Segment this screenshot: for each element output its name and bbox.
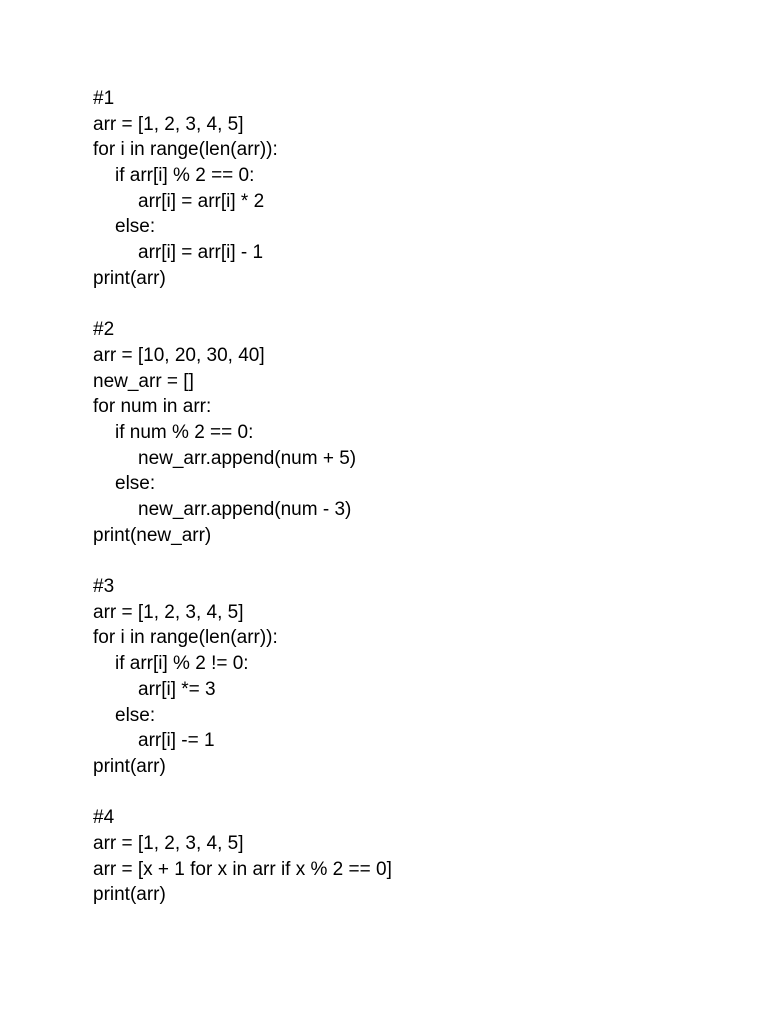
- code-line: print(arr): [93, 755, 166, 777]
- code-snippet-4: [93, 805, 392, 908]
- code-line: arr = [10, 20, 30, 40]: [93, 344, 265, 366]
- snippet-heading: #3: [93, 576, 115, 598]
- code-document: [93, 86, 392, 934]
- code-line: else:: [115, 216, 156, 238]
- code-snippet-2: [93, 317, 392, 548]
- code-line: arr = [1, 2, 3, 4, 5]: [93, 113, 244, 135]
- code-snippet-3: [93, 574, 392, 780]
- code-line: else:: [115, 473, 156, 495]
- code-line: arr = [x + 1 for x in arr if x % 2 == 0]: [93, 858, 392, 880]
- code-line: print(arr): [93, 884, 166, 906]
- code-line: print(arr): [93, 267, 166, 289]
- code-line: else:: [115, 704, 156, 726]
- code-line: if num % 2 == 0:: [115, 421, 254, 443]
- snippet-heading: #2: [93, 319, 115, 341]
- code-line: arr[i] = arr[i] * 2: [138, 190, 265, 212]
- code-line: arr[i] = arr[i] - 1: [138, 242, 264, 264]
- code-line: if arr[i] % 2 == 0:: [115, 165, 255, 187]
- code-line: for i in range(len(arr)):: [93, 627, 278, 649]
- code-line: for num in arr:: [93, 396, 212, 418]
- code-line: arr = [1, 2, 3, 4, 5]: [93, 601, 244, 623]
- code-line: new_arr.append(num + 5): [138, 447, 357, 469]
- code-line: for i in range(len(arr)):: [93, 139, 278, 161]
- code-line: arr[i] *= 3: [138, 678, 216, 700]
- code-line: if arr[i] % 2 != 0:: [115, 653, 249, 675]
- snippet-heading: #1: [93, 88, 115, 109]
- code-line: new_arr = []: [93, 370, 194, 392]
- code-line: arr = [1, 2, 3, 4, 5]: [93, 832, 244, 854]
- code-line: print(new_arr): [93, 524, 212, 546]
- code-snippet-1: [93, 86, 392, 292]
- code-line: arr[i] -= 1: [138, 730, 215, 752]
- snippet-heading: #4: [93, 807, 115, 829]
- code-line: new_arr.append(num - 3): [138, 499, 352, 520]
